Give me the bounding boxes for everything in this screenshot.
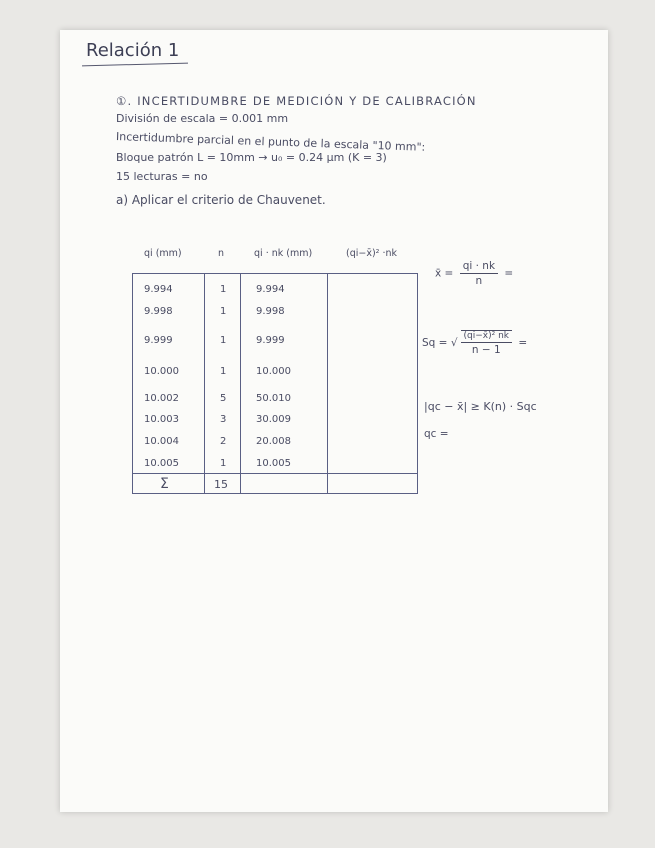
n-cell: 1 [220, 284, 227, 295]
sum-divider [132, 473, 418, 474]
qi-nk-cell: 9.999 [256, 335, 285, 346]
n-cell: 1 [220, 306, 227, 317]
qi-cell: 10.005 [144, 458, 179, 469]
n-cell: 2 [220, 436, 227, 447]
readings-line: 15 lecturas = no [116, 170, 208, 183]
partial-uncertainty-line: Incertidumbre parcial en el punto de la escala "10 mm": [115, 130, 426, 154]
qi-cell: 10.000 [144, 366, 179, 377]
qi-nk-cell: 50.010 [256, 393, 291, 404]
sqrt-sign: √ [450, 337, 458, 349]
sq-numerator: (qi−x̄)² nk [461, 330, 513, 343]
qi-nk-cell: 30.009 [256, 414, 291, 425]
n-cell: 1 [220, 366, 227, 377]
qi-nk-cell: 10.005 [256, 458, 291, 469]
n-cell: 1 [220, 335, 227, 346]
sq-fraction [461, 330, 513, 356]
header-qi: qi (mm) [144, 248, 182, 259]
measurements-table [132, 246, 418, 494]
table-divider [204, 273, 205, 494]
table-divider [327, 273, 328, 494]
page-title: Relación 1 [86, 40, 180, 61]
question-a: a) Aplicar el criterio de Chauvenet. [116, 193, 326, 207]
qi-cell: 9.994 [144, 284, 173, 295]
qc-result: qc = [424, 428, 449, 440]
sum-n-cell: 15 [214, 478, 228, 491]
sq-lhs: Sq = [422, 337, 448, 349]
mean-denominator: n [475, 275, 483, 287]
table-divider [240, 273, 241, 494]
mean-lhs: x̄ = [435, 267, 454, 280]
header-qi-nk: qi · nk (mm) [254, 248, 313, 259]
mean-numerator: qi · nk [460, 260, 498, 274]
n-cell: 3 [220, 414, 227, 425]
scale-division-line: División de escala = 0.001 mm [116, 112, 289, 125]
qi-cell: 10.002 [144, 393, 179, 404]
n-cell: 5 [220, 393, 227, 404]
sigma-symbol: Σ [160, 476, 169, 492]
sq-rhs: = [518, 337, 528, 349]
qi-cell: 9.999 [144, 335, 173, 346]
title-underline [82, 63, 188, 67]
std-dev-formula [422, 330, 527, 356]
qi-cell: 10.003 [144, 414, 179, 425]
notebook-page [60, 30, 608, 812]
qi-nk-cell: 9.994 [256, 284, 285, 295]
sq-denominator: n − 1 [471, 344, 501, 356]
qi-nk-cell: 9.998 [256, 306, 285, 317]
mean-fraction [460, 260, 498, 287]
mean-rhs: = [504, 267, 514, 280]
header-n: n [218, 248, 225, 259]
chauvenet-criterion: |qc − x̄| ≥ K(n) · Sqc [424, 400, 537, 413]
mean-formula [435, 260, 513, 287]
qi-cell: 10.004 [144, 436, 179, 447]
standard-block-line: Bloque patrón L = 10mm → u₀ = 0.24 µm (K = 3) [116, 151, 387, 164]
qi-nk-cell: 10.000 [256, 366, 291, 377]
section-heading: ①. INCERTIDUMBRE DE MEDICIÓN Y DE CALIBRACIÓN [116, 94, 477, 108]
qi-nk-cell: 20.008 [256, 436, 291, 447]
header-deviation: (qi−x̄)² ·nk [346, 248, 398, 259]
qi-cell: 9.998 [144, 306, 173, 317]
n-cell: 1 [220, 458, 227, 469]
